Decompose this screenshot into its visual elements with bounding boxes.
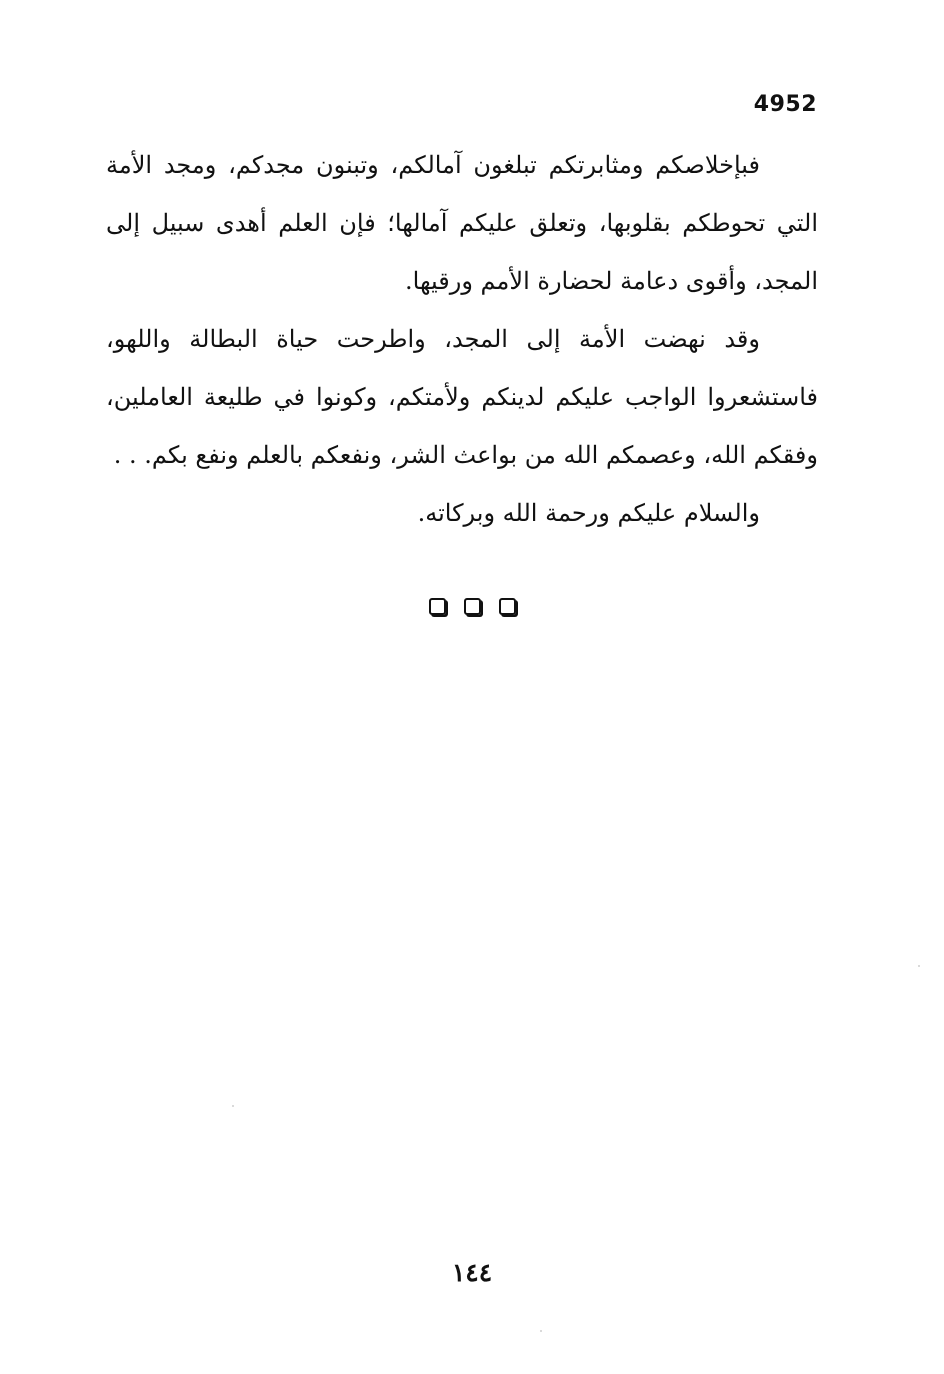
body-text	[106, 136, 818, 542]
section-divider-ornament	[0, 598, 944, 615]
square-ornament-icon	[429, 598, 446, 615]
page-id-number: 4952	[753, 92, 817, 117]
square-ornament-icon	[464, 598, 481, 615]
square-ornament-icon	[499, 598, 516, 615]
scan-speck	[918, 965, 920, 967]
page-number: ١٤٤	[451, 1258, 493, 1287]
paragraph-2: وقد نهضت الأمة إلى المجد، واطرحت حياة البطالة واللهو، فاستشعروا الواجب عليكم لدينكم ولأمتكم، وكونوا في طليعة العاملين، وفقكم الله، وعصمكم الله من بواعث الشر، ونفعكم بالعلم ونفع بكم. . .	[106, 325, 818, 469]
scan-speck	[540, 1330, 542, 1332]
paragraph-closing: والسلام عليكم ورحمة الله وبركاته.	[417, 499, 760, 527]
paragraph-1: فبإخلاصكم ومثابرتكم تبلغون آمالكم، وتبنون مجدكم، ومجد الأمة التي تحوطكم بقلوبها، وتعلق عليكم آمالها؛ فإن العلم أهدى سبيل إلى المجد، وأقوى دعامة لحضارة الأمم ورقيها.	[106, 151, 819, 295]
scan-speck	[232, 1105, 234, 1107]
